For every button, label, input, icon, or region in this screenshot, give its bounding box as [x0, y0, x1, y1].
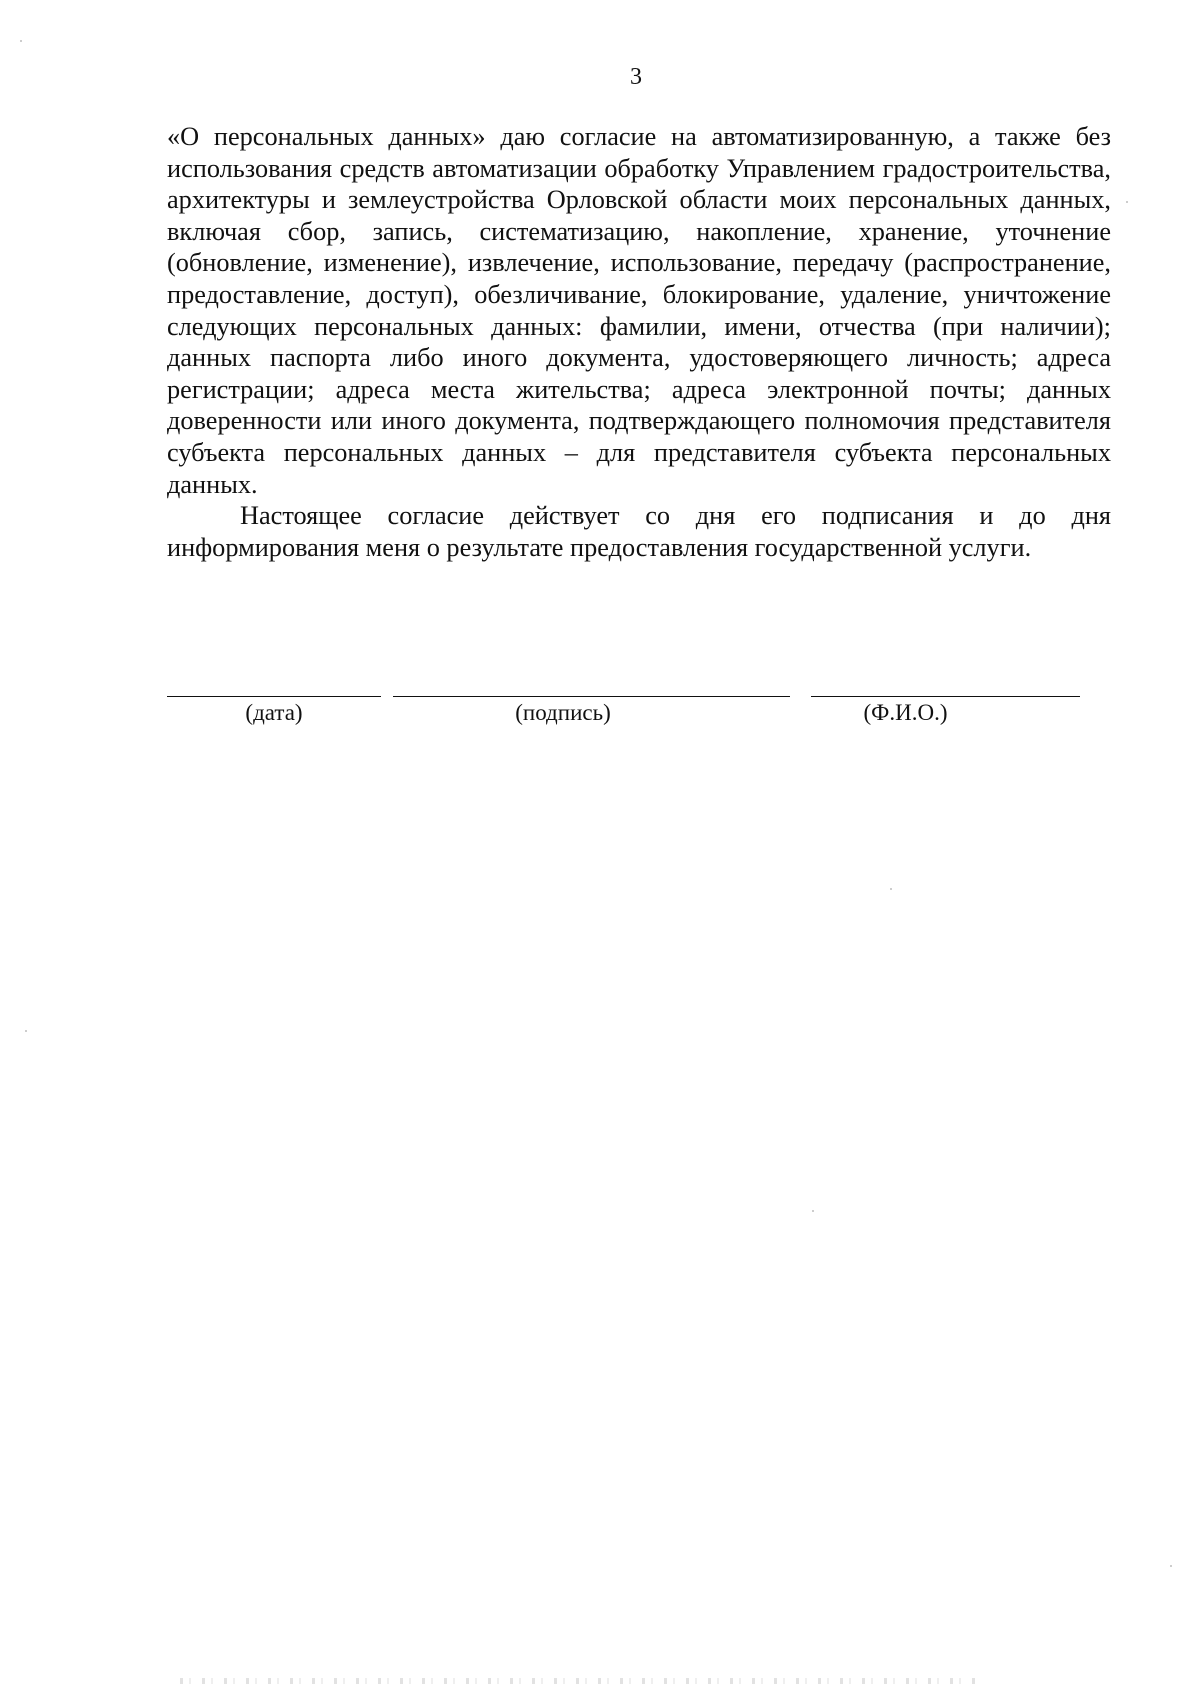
scan-speck	[890, 888, 892, 890]
date-label: (дата)	[245, 700, 303, 725]
scan-speck	[812, 1210, 814, 1212]
page-number: 3	[630, 64, 642, 90]
name-label: (Ф.И.О.)	[863, 700, 948, 725]
scan-noise-strip	[180, 1678, 980, 1684]
name-line	[811, 696, 1080, 697]
consent-text	[167, 121, 1111, 563]
scan-speck	[1170, 1565, 1172, 1567]
date-line	[167, 696, 381, 697]
signature-label: (подпись)	[515, 700, 611, 725]
scan-speck	[20, 40, 22, 42]
paragraph-consent: «О персональных данных» даю согласие на автоматизированную, а также без использования средств автоматизации обработку Управлением градостроительства, архитектуры и землеустройства Орловской области моих персональных данных, включая сбор, запись, систематизацию, накопление, хранение, уточнение (обновление, изменение), извлечение, использование, передачу (распространение, предоставление, доступ), обезличивание, блокирование, удаление, уничтожение следующих персональных данных: фамилии, имени, отчества (при наличии); данных паспорта либо иного документа, удостоверяющего личность; адреса регистрации; адреса места жительства; адреса электронной почты; данных доверенности или иного документа, подтверждающего полномочия представителя субъекта персональных данных – для представителя субъекта персональных данных.	[167, 122, 1111, 499]
scan-speck	[25, 1030, 27, 1032]
scan-speck	[1126, 201, 1128, 203]
signature-line	[393, 696, 790, 697]
paragraph-validity: Настоящее согласие действует со дня его подписания и до дня информирования меня о результате предоставления государственной услуги.	[167, 501, 1111, 562]
